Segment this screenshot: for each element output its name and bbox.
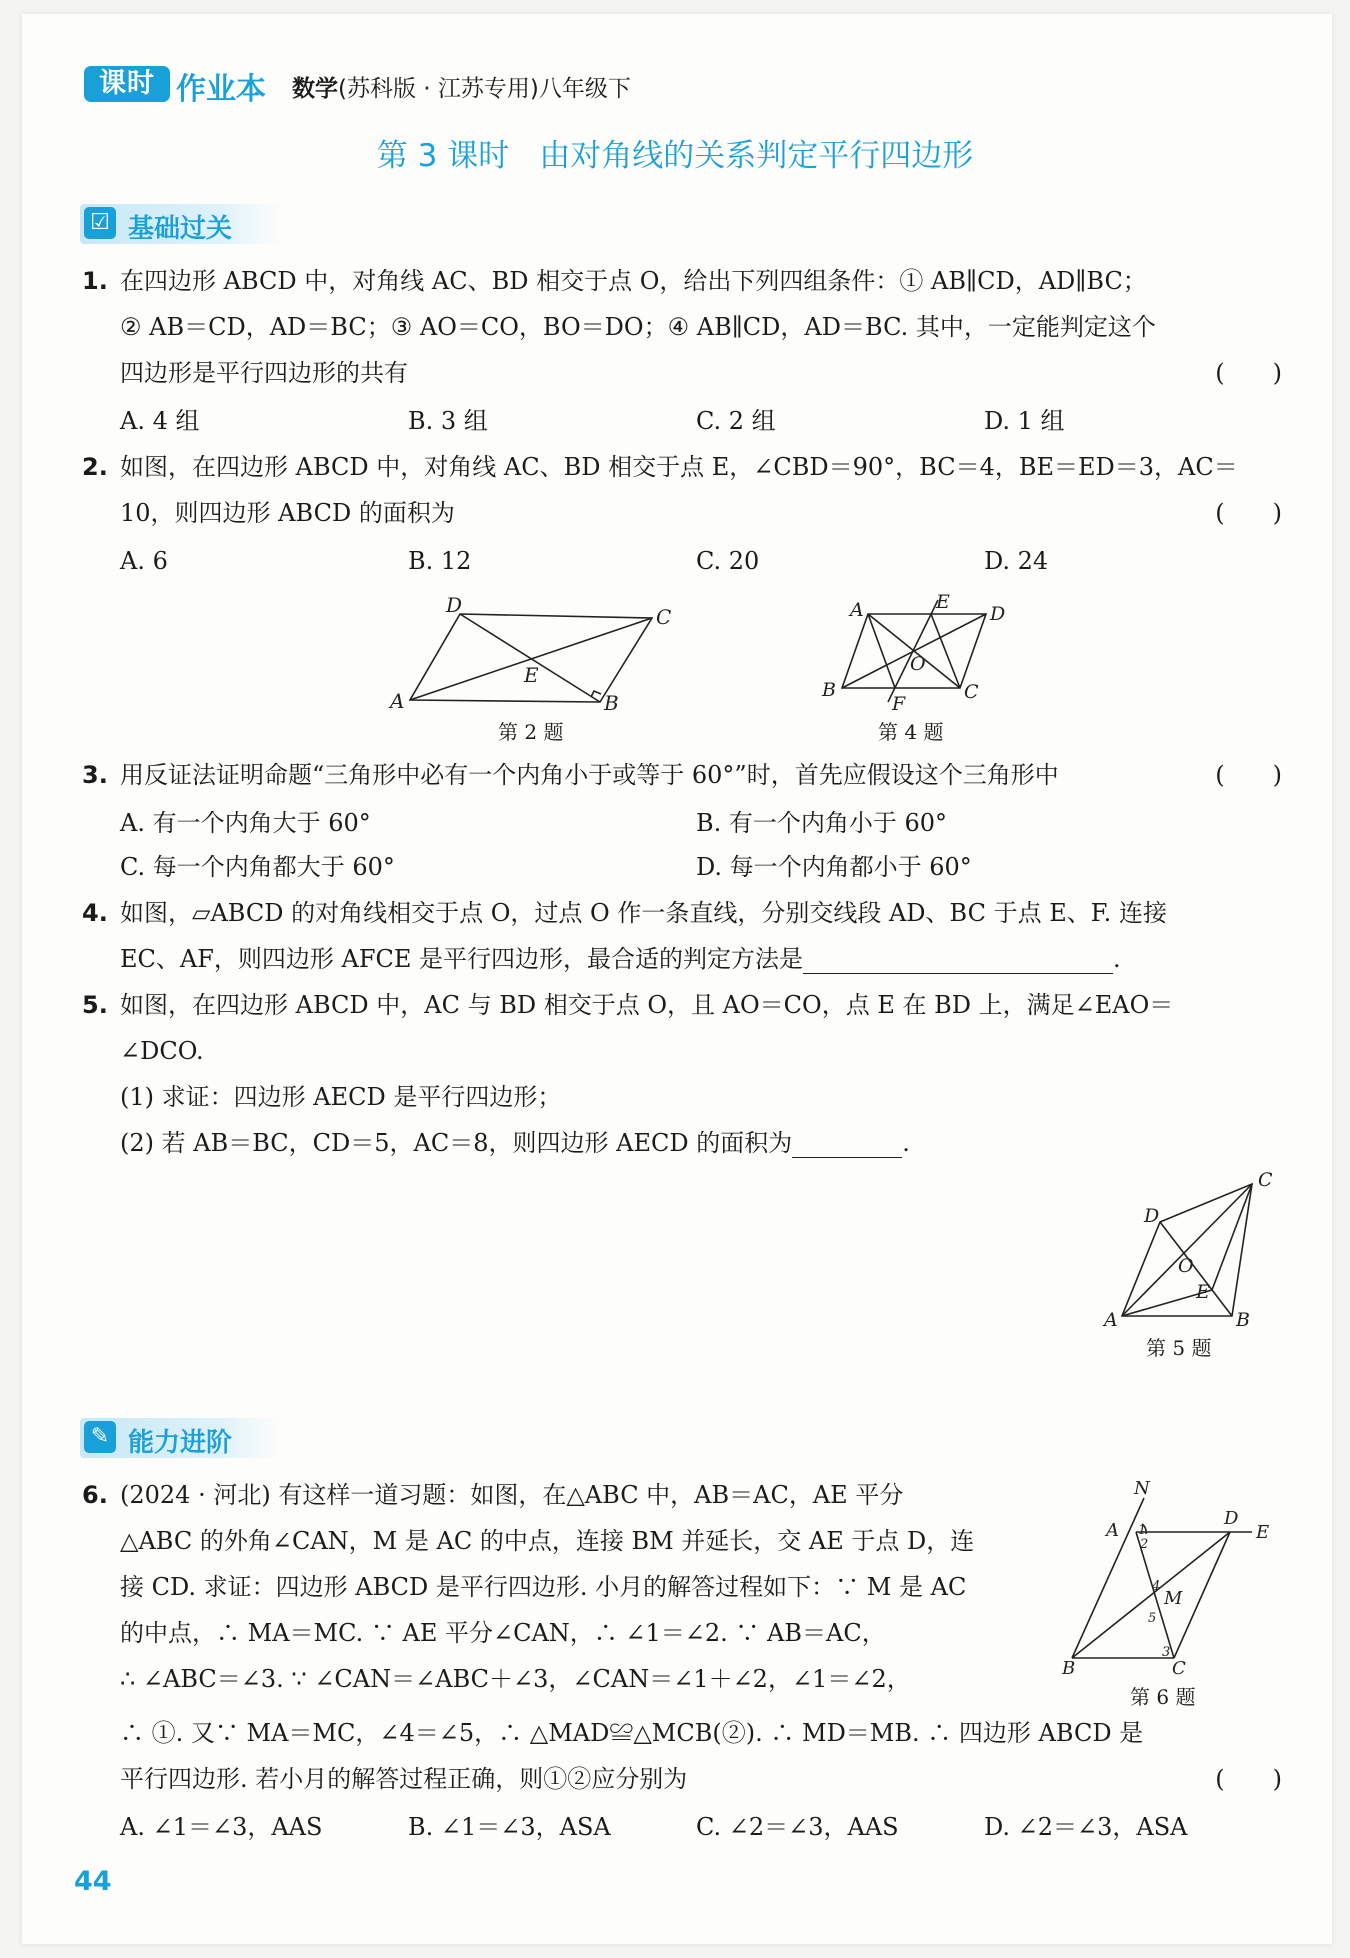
q5-period: . bbox=[902, 1129, 910, 1157]
q2-answer-paren: ( ) bbox=[1215, 499, 1282, 527]
q1-option-a: A. 4 组 bbox=[120, 407, 200, 435]
q5-line1: 如图，在四边形 ABCD 中，AC 与 BD 相交于点 O，且 AO＝CO，点 E 在 BD 上，满足∠EAO＝ bbox=[120, 991, 1174, 1019]
q4-line2 bbox=[120, 944, 1121, 974]
q3-line1: 用反证法证明命题“三角形中必有一个内角小于或等于 60°”时，首先应假设这个三角形中 bbox=[120, 761, 1059, 789]
fig4-caption: 第 4 题 bbox=[878, 720, 944, 744]
q5-part2-text: (2) 若 AB＝BC，CD＝5，AC＝8，则四边形 AECD 的面积为 bbox=[120, 1129, 793, 1157]
brand-logo-text: 作业本 bbox=[176, 72, 266, 107]
q2-line2: 10，则四边形 ABCD 的面积为 bbox=[120, 499, 455, 527]
lesson-title bbox=[0, 130, 1350, 175]
fig6-label-angle3: 3 bbox=[1162, 1645, 1171, 1660]
q6-option-b: B. ∠1＝∠3，ASA bbox=[408, 1813, 611, 1841]
fig6-label-n: N bbox=[1134, 1478, 1150, 1499]
q4-number: 4. bbox=[82, 899, 108, 927]
q6-option-c: C. ∠2＝∠3，AAS bbox=[696, 1813, 899, 1841]
q2-option-d: D. 24 bbox=[984, 547, 1049, 575]
q1-line3: 四边形是平行四边形的共有 bbox=[120, 359, 408, 387]
q5-part2 bbox=[120, 1128, 910, 1158]
lesson-topic: 由对角线的关系判定平行四边形 bbox=[539, 138, 974, 174]
q3-option-b: B. 有一个内角小于 60° bbox=[696, 809, 948, 837]
q6-number: 6. bbox=[82, 1481, 108, 1509]
fig6-label-angle2: 2 bbox=[1140, 1537, 1149, 1552]
fig6-label-a: A bbox=[1106, 1520, 1119, 1541]
fig2-label-e: E bbox=[524, 663, 539, 687]
q1-option-d: D. 1 组 bbox=[984, 407, 1065, 435]
q2-line1: 如图，在四边形 ABCD 中，对角线 AC、BD 相交于点 E，∠CBD＝90°，BC＝4，BE＝ED＝3，AC＝ bbox=[120, 453, 1238, 481]
q3-number: 3. bbox=[82, 761, 108, 789]
q6-line1: (2024 · 河北) 有这样一道习题：如图，在△ABC 中，AB＝AC，AE 平分 bbox=[120, 1481, 904, 1509]
brand-logo-mark: 课时 bbox=[84, 66, 170, 102]
section-basic bbox=[80, 204, 280, 244]
q5-answer-blank[interactable] bbox=[792, 1131, 902, 1158]
fig4-label-a: A bbox=[850, 599, 864, 621]
figure-q5 bbox=[1100, 1170, 1280, 1330]
fig5-label-d: D bbox=[1144, 1205, 1160, 1227]
figure-q6 bbox=[1062, 1476, 1292, 1676]
q1-line2: ② AB＝CD，AD＝BC；③ AO＝CO，BO＝DO；④ AB∥CD，AD＝BC. 其中，一定能判定这个 bbox=[120, 313, 1156, 341]
fig4-label-b: B bbox=[822, 679, 836, 701]
fig6-line-bd bbox=[1072, 1532, 1230, 1658]
q6-line4: 的中点，∴ MA＝MC. ∵ AE 平分∠CAN，∴ ∠1＝∠2. ∵ AB＝AC， bbox=[120, 1619, 886, 1647]
fig6-label-e: E bbox=[1256, 1522, 1270, 1543]
fig2-right-angle-mark bbox=[591, 691, 601, 697]
q6-option-d: D. ∠2＝∠3，ASA bbox=[984, 1813, 1188, 1841]
fig5-label-a: A bbox=[1104, 1309, 1118, 1330]
edition-label: (苏科版 · 江苏专用)八年级下 bbox=[338, 76, 631, 102]
figure-q2 bbox=[380, 596, 680, 718]
fig2-label-b: B bbox=[604, 691, 619, 715]
fig5-label-b: B bbox=[1236, 1309, 1250, 1330]
q5-part1: (1) 求证：四边形 AECD 是平行四边形； bbox=[120, 1083, 562, 1111]
fig4-label-c: C bbox=[964, 681, 979, 703]
q3-answer-paren: ( ) bbox=[1215, 761, 1282, 789]
q2-number: 2. bbox=[82, 453, 108, 481]
q6-line7: 平行四边形. 若小月的解答过程正确，则①②应分别为 bbox=[120, 1765, 688, 1793]
q2-option-b: B. 12 bbox=[408, 547, 472, 575]
fig6-caption: 第 6 题 bbox=[1130, 1685, 1196, 1709]
fig5-label-o: O bbox=[1178, 1255, 1194, 1277]
fig4-label-d: D bbox=[990, 603, 1006, 625]
fig6-label-angle1: 1 bbox=[1138, 1523, 1147, 1538]
checkbox-icon: ☑ bbox=[84, 207, 116, 239]
fig5-caption: 第 5 题 bbox=[1146, 1336, 1212, 1360]
q4-answer-blank[interactable] bbox=[803, 947, 1113, 974]
q2-option-a: A. 6 bbox=[120, 547, 168, 575]
figure-q4 bbox=[810, 592, 1020, 718]
fig5-label-e: E bbox=[1196, 1281, 1210, 1303]
fig2-label-c: C bbox=[656, 605, 672, 629]
section-advanced bbox=[80, 1418, 280, 1458]
fig2-caption: 第 2 题 bbox=[498, 720, 564, 744]
q1-option-c: C. 2 组 bbox=[696, 407, 776, 435]
fig4-label-f: F bbox=[892, 693, 906, 715]
book-subtitle bbox=[292, 70, 631, 103]
q1-answer-paren: ( ) bbox=[1215, 359, 1282, 387]
fig2-diagonal-bd bbox=[460, 614, 600, 702]
fig6-label-c: C bbox=[1172, 1658, 1186, 1676]
fig4-label-o: O bbox=[910, 653, 926, 675]
q1-number: 1. bbox=[82, 267, 108, 295]
q3-option-a: A. 有一个内角大于 60° bbox=[120, 809, 371, 837]
q6-line6: ∴ ①. 又∵ MA＝MC，∠4＝∠5，∴ △MAD≌△MCB(②). ∴ MD＝MB. ∴ 四边形 ABCD 是 bbox=[120, 1719, 1144, 1747]
fig2-label-a: A bbox=[390, 689, 405, 713]
subject-label: 数学 bbox=[292, 76, 338, 102]
section-basic-label: 基础过关 bbox=[128, 214, 233, 244]
q4-line1: 如图，▱ABCD 的对角线相交于点 O，过点 O 作一条直线，分别交线段 AD、BC 于点 E、F. 连接 bbox=[120, 899, 1167, 927]
fig6-label-angle5: 5 bbox=[1148, 1611, 1157, 1626]
fig6-label-angle4: 4 bbox=[1152, 1579, 1161, 1594]
fig5-diagonal-ac bbox=[1122, 1184, 1252, 1316]
q3-option-d: D. 每一个内角都小于 60° bbox=[696, 853, 972, 881]
q1-option-b: B. 3 组 bbox=[408, 407, 488, 435]
fig2-label-d: D bbox=[446, 596, 463, 617]
fig6-label-m: M bbox=[1164, 1588, 1183, 1609]
q5-number: 5. bbox=[82, 991, 108, 1019]
q2-option-c: C. 20 bbox=[696, 547, 760, 575]
q5-line2: ∠DCO. bbox=[120, 1037, 204, 1065]
fig4-label-e: E bbox=[936, 592, 950, 613]
fig5-label-c: C bbox=[1258, 1170, 1273, 1191]
fig4-line-ef bbox=[888, 600, 938, 702]
q6-answer-paren: ( ) bbox=[1215, 1765, 1282, 1793]
fig6-label-b: B bbox=[1062, 1658, 1076, 1676]
page-number: 44 bbox=[74, 1866, 112, 1897]
q6-line5: ∴ ∠ABC＝∠3. ∵ ∠CAN＝∠ABC＋∠3，∠CAN＝∠1＋∠2，∠1＝∠2， bbox=[120, 1665, 911, 1693]
q4-period: . bbox=[1113, 945, 1121, 973]
q1-line1: 在四边形 ABCD 中，对角线 AC、BD 相交于点 O，给出下列四组条件：① AB∥CD，AD∥BC； bbox=[120, 267, 1147, 295]
section-advanced-label: 能力进阶 bbox=[128, 1428, 233, 1458]
q3-option-c: C. 每一个内角都大于 60° bbox=[120, 853, 395, 881]
q6-option-a: A. ∠1＝∠3，AAS bbox=[120, 1813, 323, 1841]
q6-line2: △ABC 的外角∠CAN，M 是 AC 的中点，连接 BM 并延长，交 AE 于点 D，连 bbox=[120, 1527, 975, 1555]
lesson-number: 第 3 课时 bbox=[376, 138, 510, 174]
q6-line3: 接 CD. 求证：四边形 ABCD 是平行四边形. 小月的解答过程如下：∵ M 是 AC bbox=[120, 1573, 967, 1601]
fig5-segment-ec bbox=[1212, 1184, 1252, 1290]
q4-line2-text: EC、AF，则四边形 AFCE 是平行四边形，最合适的判定方法是 bbox=[120, 945, 803, 973]
fig6-label-d: D bbox=[1224, 1508, 1239, 1529]
pencil-icon: ✎ bbox=[84, 1421, 116, 1453]
